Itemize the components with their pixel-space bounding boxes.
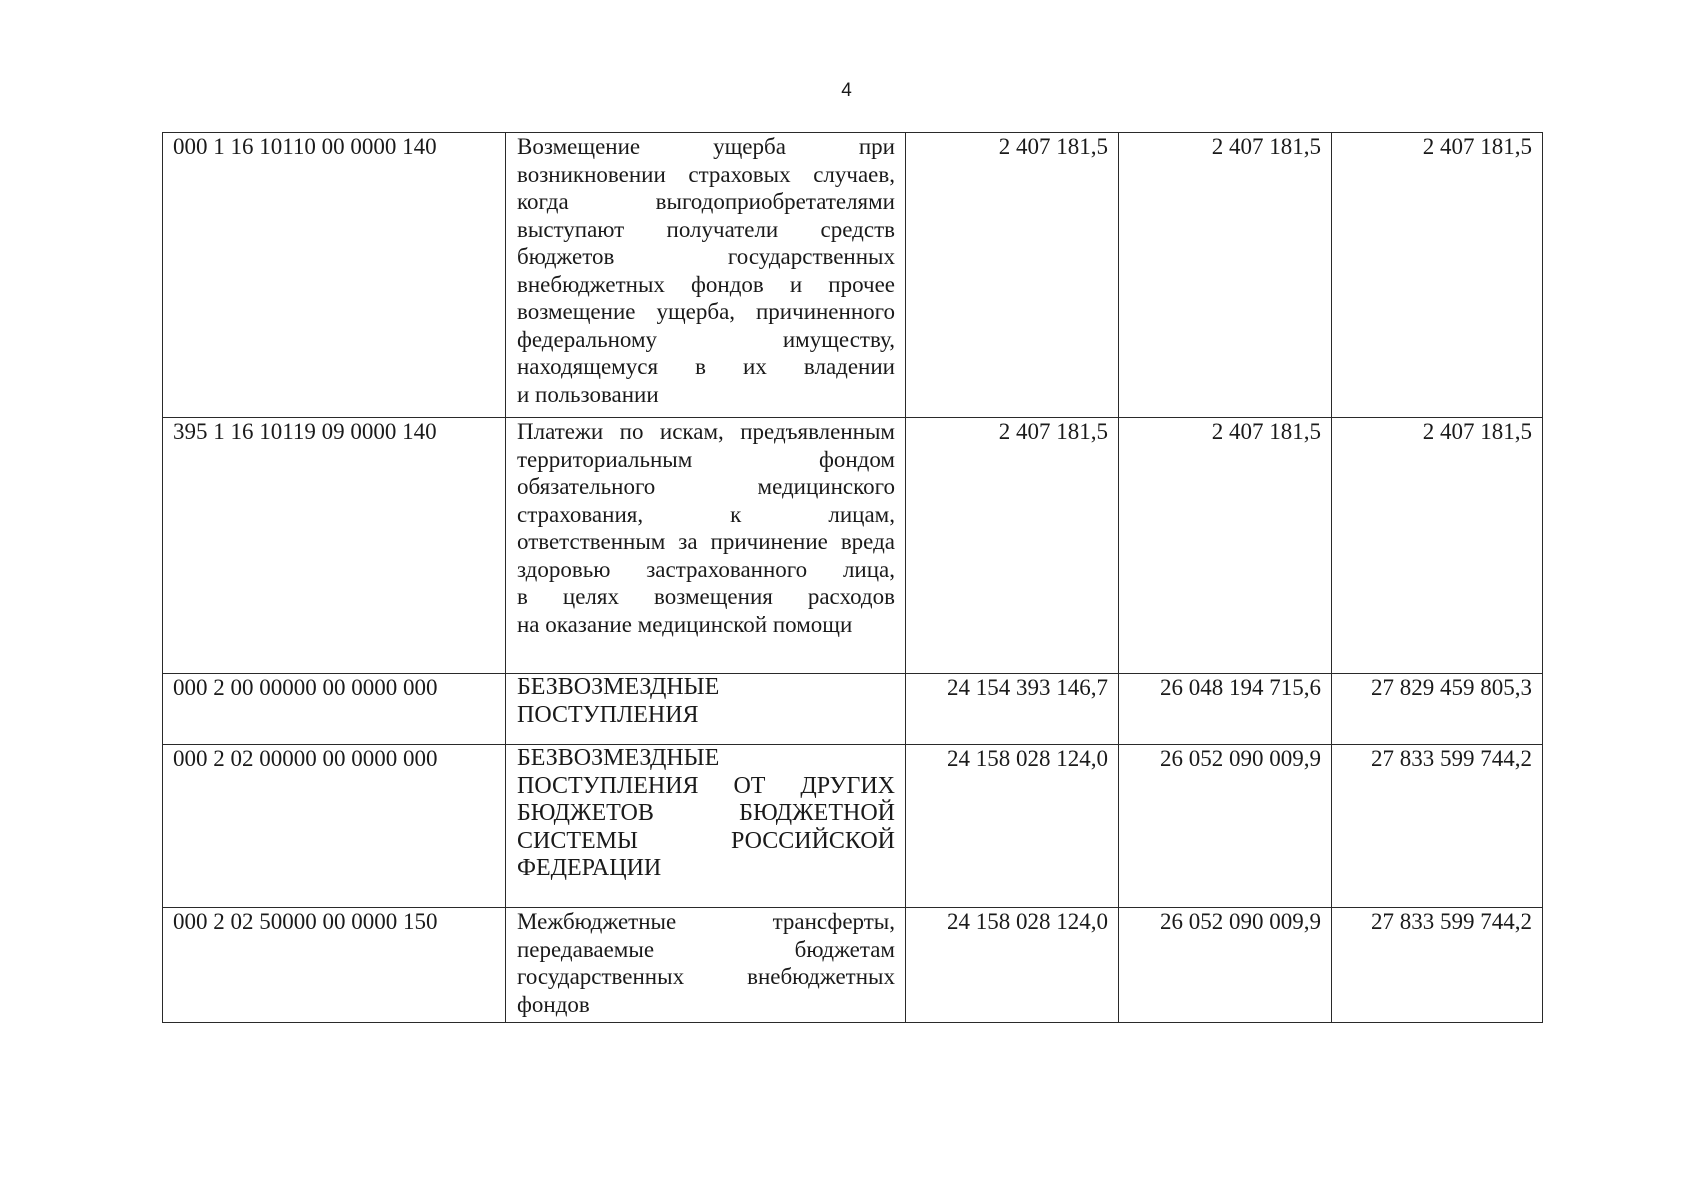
amount-value: 26 048 194 715,6 — [1160, 675, 1321, 700]
amount-value: 2 407 181,5 — [998, 419, 1108, 444]
income-name-cell — [506, 674, 906, 745]
income-name-line: передаваемые бюджетам — [517, 936, 895, 962]
amount-value: 27 829 459 805,3 — [1371, 675, 1532, 700]
amount-cell — [1332, 908, 1543, 1023]
income-name-line: фондов — [517, 991, 590, 1017]
income-name-line: возникновении страховых случаев, — [517, 161, 895, 187]
amount-value: 24 158 028 124,0 — [947, 746, 1108, 771]
income-name-line: в целях возмещения расходов — [517, 584, 895, 609]
budget-code: 000 2 00 00000 00 0000 000 — [173, 675, 438, 700]
income-name — [506, 418, 905, 638]
amount-cell — [906, 745, 1119, 908]
table-row — [163, 674, 1543, 745]
income-name-line: Межбюджетные трансферты, — [517, 909, 895, 934]
budget-code-cell — [163, 745, 506, 908]
income-name — [506, 674, 905, 729]
income-name-line: внебюджетных фондов и прочее — [517, 271, 895, 297]
income-name-line: возмещение ущерба, причиненного — [517, 299, 895, 324]
amount-cell — [1332, 133, 1543, 418]
income-name-line: находящемуся в их владении — [517, 354, 895, 379]
table-row — [163, 908, 1543, 1023]
income-name-cell — [506, 418, 906, 674]
amount-value: 27 833 599 744,2 — [1371, 746, 1532, 771]
amount-cell — [906, 418, 1119, 674]
budget-code-cell — [163, 674, 506, 745]
income-name — [506, 908, 905, 1018]
amount-value: 24 154 393 146,7 — [947, 675, 1108, 700]
amount-value: 26 052 090 009,9 — [1160, 909, 1321, 934]
income-name-line: ответственным за причинение вреда — [517, 529, 895, 554]
table-row — [163, 745, 1543, 908]
income-name-line: и пользовании — [517, 381, 659, 407]
income-name-line: территориальным фондом — [517, 446, 895, 472]
income-name-line: когда выгодоприобретателями — [517, 189, 895, 214]
income-name-line: на оказание медицинской помощи — [517, 611, 853, 637]
amount-cell — [1332, 674, 1543, 745]
income-name-line: выступают получатели средств — [517, 216, 895, 242]
income-name-cell — [506, 908, 906, 1023]
income-name-cell — [506, 133, 906, 418]
amount-cell — [1119, 674, 1332, 745]
income-name-line: обязательного медицинского — [517, 474, 895, 499]
budget-code-cell — [163, 418, 506, 674]
income-name-line: ПОСТУПЛЕНИЯ — [517, 701, 699, 728]
amount-value: 2 407 181,5 — [1211, 419, 1321, 444]
amount-cell — [906, 908, 1119, 1023]
income-name-line: БЮДЖЕТОВ БЮДЖЕТНОЙ — [517, 800, 895, 826]
amount-cell — [906, 674, 1119, 745]
amount-cell — [1332, 418, 1543, 674]
budget-code: 395 1 16 10119 09 0000 140 — [173, 419, 437, 444]
amount-cell — [906, 133, 1119, 418]
income-name-line: страхования, к лицам, — [517, 501, 895, 527]
amount-value: 2 407 181,5 — [998, 134, 1108, 159]
budget-code: 000 2 02 50000 00 0000 150 — [173, 909, 438, 934]
income-name-line: здоровью застрахованного лица, — [517, 556, 895, 582]
income-name-cell — [506, 745, 906, 908]
income-name-line: БЕЗВОЗМЕЗДНЫЕ — [517, 745, 720, 771]
amount-cell — [1332, 745, 1543, 908]
amount-cell — [1119, 133, 1332, 418]
budget-code: 000 1 16 10110 00 0000 140 — [173, 134, 437, 159]
income-name — [506, 133, 905, 408]
budget-code: 000 2 02 00000 00 0000 000 — [173, 746, 438, 771]
income-name-line: ПОСТУПЛЕНИЯ ОТ ДРУГИХ — [517, 772, 895, 799]
table-row — [163, 418, 1543, 674]
income-name-line: государственных внебюджетных — [517, 964, 895, 989]
budget-code-cell — [163, 908, 506, 1023]
amount-value: 2 407 181,5 — [1211, 134, 1321, 159]
amount-cell — [1119, 908, 1332, 1023]
amount-value: 27 833 599 744,2 — [1371, 909, 1532, 934]
income-name-line: Платежи по искам, предъявленным — [517, 419, 895, 444]
income-name — [506, 745, 905, 883]
income-name-line: федеральному имуществу, — [517, 326, 895, 352]
amount-cell — [1119, 418, 1332, 674]
income-name-line: Возмещение ущерба при — [517, 134, 895, 159]
income-name-line: бюджетов государственных — [517, 244, 895, 269]
page-number: 4 — [841, 80, 852, 101]
table-row — [163, 133, 1543, 418]
amount-value: 24 158 028 124,0 — [947, 909, 1108, 934]
amount-cell — [1119, 745, 1332, 908]
budget-code-cell — [163, 133, 506, 418]
income-name-line: СИСТЕМЫ РОССИЙСКОЙ — [517, 827, 895, 854]
income-name-line: ФЕДЕРАЦИИ — [517, 855, 662, 881]
budget-revenue-table — [162, 132, 1543, 1023]
amount-value: 2 407 181,5 — [1422, 134, 1532, 159]
amount-value: 2 407 181,5 — [1422, 419, 1532, 444]
income-name-line: БЕЗВОЗМЕЗДНЫЕ — [517, 674, 720, 700]
amount-value: 26 052 090 009,9 — [1160, 746, 1321, 771]
